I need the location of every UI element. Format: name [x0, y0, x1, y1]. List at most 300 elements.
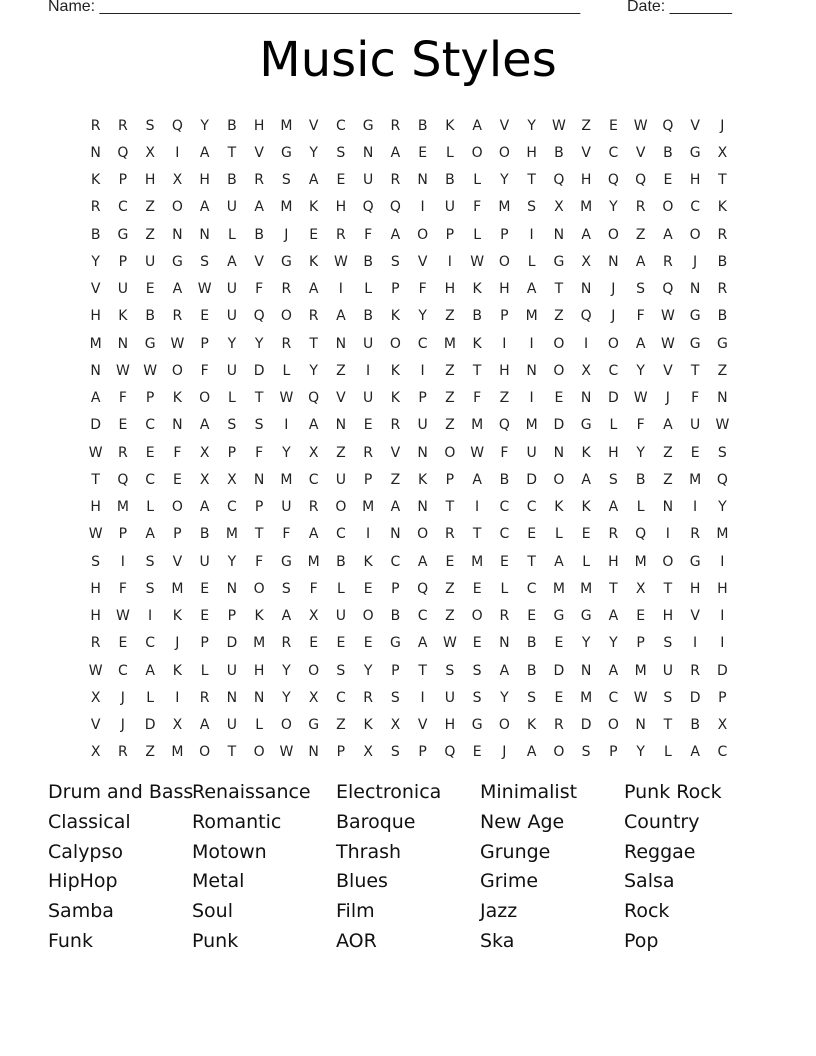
grid-cell[interactable]: C [690, 199, 701, 216]
grid-cell[interactable]: Z [145, 199, 155, 216]
grid-cell[interactable]: Q [635, 526, 647, 543]
grid-cell[interactable]: N [172, 417, 183, 434]
grid-cell[interactable]: E [663, 172, 673, 189]
grid-cell[interactable]: N [226, 689, 238, 706]
grid-cell[interactable]: N [608, 253, 619, 270]
grid-cell[interactable]: X [172, 172, 183, 189]
grid-cell[interactable]: P [254, 499, 264, 516]
grid-cell[interactable]: A [336, 308, 346, 325]
grid-cell[interactable]: Q [389, 199, 401, 216]
grid-cell[interactable]: M [171, 744, 184, 761]
grid-cell[interactable]: H [608, 444, 619, 461]
grid-cell[interactable]: D [253, 362, 265, 379]
grid-cell[interactable]: B [717, 308, 728, 325]
grid-cell[interactable]: X [554, 199, 564, 216]
grid-cell[interactable]: K [472, 281, 482, 298]
grid-cell[interactable]: Z [336, 717, 346, 734]
grid-cell[interactable]: B [445, 172, 455, 189]
grid-cell[interactable]: R [118, 117, 128, 134]
grid-cell[interactable]: C [499, 499, 510, 516]
grid-cell[interactable]: J [611, 308, 616, 325]
grid-cell[interactable]: I [502, 335, 507, 352]
grid-cell[interactable]: V [90, 281, 101, 298]
grid-cell[interactable]: H [90, 580, 101, 597]
grid-cell[interactable]: P [173, 526, 182, 543]
grid-cell[interactable]: U [444, 199, 455, 216]
grid-cell[interactable]: S [636, 281, 646, 298]
grid-cell[interactable]: C [608, 144, 619, 161]
grid-cell[interactable]: L [282, 362, 291, 379]
grid-cell[interactable]: P [227, 608, 237, 625]
grid-cell[interactable]: G [471, 717, 483, 734]
grid-cell[interactable]: A [390, 144, 401, 161]
grid-cell[interactable]: Y [309, 362, 318, 379]
grid-cell[interactable]: C [390, 553, 401, 570]
grid-cell[interactable]: A [199, 717, 210, 734]
grid-cell[interactable]: S [281, 580, 291, 597]
grid-cell[interactable]: A [145, 662, 155, 679]
grid-cell[interactable]: S [281, 172, 291, 189]
grid-cell[interactable]: Z [445, 362, 455, 379]
grid-cell[interactable]: L [473, 226, 482, 243]
grid-cell[interactable]: Y [282, 444, 291, 461]
grid-cell[interactable]: C [145, 471, 156, 488]
grid-cell[interactable]: H [90, 608, 101, 625]
grid-cell[interactable]: U [226, 662, 237, 679]
grid-cell[interactable]: R [308, 308, 319, 325]
grid-cell[interactable]: P [363, 471, 373, 488]
grid-cell[interactable]: G [580, 417, 592, 434]
grid-cell[interactable]: L [582, 553, 591, 570]
grid-cell[interactable]: T [554, 281, 564, 298]
grid-cell[interactable]: Z [554, 308, 564, 325]
grid-cell[interactable]: T [718, 172, 727, 189]
grid-cell[interactable]: R [90, 199, 101, 216]
grid-cell[interactable]: I [529, 390, 534, 407]
grid-cell[interactable]: A [308, 417, 319, 434]
grid-cell[interactable]: E [145, 281, 155, 298]
grid-cell[interactable]: G [553, 253, 565, 270]
grid-cell[interactable]: C [608, 689, 619, 706]
grid-cell[interactable]: K [445, 117, 455, 134]
grid-cell[interactable]: N [526, 362, 537, 379]
grid-cell[interactable]: Y [718, 499, 727, 516]
grid-cell[interactable]: L [473, 172, 482, 189]
grid-cell[interactable]: F [364, 226, 373, 243]
grid-cell[interactable]: A [254, 199, 264, 216]
grid-cell[interactable]: M [498, 199, 511, 216]
grid-cell[interactable]: S [527, 199, 537, 216]
grid-cell[interactable]: C [117, 199, 128, 216]
grid-cell[interactable]: E [363, 580, 373, 597]
grid-cell[interactable]: Z [145, 226, 155, 243]
grid-cell[interactable]: M [171, 580, 184, 597]
grid-cell[interactable]: A [472, 117, 482, 134]
grid-cell[interactable]: Y [636, 444, 645, 461]
grid-cell[interactable]: S [336, 144, 346, 161]
grid-cell[interactable]: Q [253, 308, 265, 325]
grid-cell[interactable]: P [336, 744, 346, 761]
grid-cell[interactable]: U [226, 308, 237, 325]
grid-cell[interactable]: V [663, 362, 673, 379]
grid-cell[interactable]: T [472, 362, 482, 379]
grid-cell[interactable]: U [226, 362, 237, 379]
grid-cell[interactable]: I [366, 362, 371, 379]
grid-cell[interactable]: R [390, 117, 401, 134]
grid-cell[interactable]: F [636, 308, 645, 325]
grid-cell[interactable]: K [363, 717, 373, 734]
grid-cell[interactable]: L [146, 689, 155, 706]
grid-cell[interactable]: A [199, 199, 210, 216]
grid-cell[interactable]: A [635, 335, 646, 352]
grid-cell[interactable]: S [336, 662, 346, 679]
grid-cell[interactable]: E [418, 144, 428, 161]
grid-cell[interactable]: Y [363, 662, 373, 679]
grid-cell[interactable]: C [117, 662, 128, 679]
grid-cell[interactable]: Z [717, 362, 728, 379]
grid-cell[interactable]: O [553, 362, 565, 379]
grid-cell[interactable]: F [473, 390, 482, 407]
grid-cell[interactable]: G [117, 226, 129, 243]
grid-cell[interactable]: I [420, 689, 425, 706]
grid-cell[interactable]: U [417, 417, 428, 434]
grid-cell[interactable]: O [253, 580, 265, 597]
grid-cell[interactable]: B [363, 253, 373, 270]
grid-cell[interactable]: Z [499, 390, 510, 407]
grid-cell[interactable]: E [309, 226, 319, 243]
grid-cell[interactable]: J [120, 717, 125, 734]
grid-cell[interactable]: A [608, 499, 619, 516]
grid-cell[interactable]: K [363, 553, 373, 570]
grid-cell[interactable]: M [443, 335, 456, 352]
grid-cell[interactable]: Q [662, 281, 674, 298]
grid-cell[interactable]: N [580, 281, 592, 298]
grid-cell[interactable]: V [690, 117, 700, 134]
grid-cell[interactable]: S [445, 662, 455, 679]
grid-cell[interactable]: M [89, 335, 102, 352]
grid-cell[interactable]: O [280, 308, 292, 325]
grid-cell[interactable]: A [663, 226, 673, 243]
grid-cell[interactable]: E [200, 608, 210, 625]
grid-cell[interactable]: K [172, 608, 182, 625]
grid-cell[interactable]: Z [663, 471, 673, 488]
grid-cell[interactable]: D [689, 689, 701, 706]
grid-cell[interactable]: E [336, 635, 346, 652]
grid-cell[interactable]: R [199, 689, 210, 706]
grid-cell[interactable]: M [689, 471, 702, 488]
grid-cell[interactable]: Z [445, 390, 455, 407]
grid-cell[interactable]: D [90, 417, 102, 434]
grid-cell[interactable]: G [716, 335, 728, 352]
grid-cell[interactable]: N [662, 499, 674, 516]
grid-cell[interactable]: I [529, 335, 534, 352]
grid-cell[interactable]: O [607, 226, 619, 243]
grid-cell[interactable]: G [308, 717, 320, 734]
grid-cell[interactable]: W [170, 335, 185, 352]
grid-cell[interactable]: M [525, 308, 538, 325]
grid-cell[interactable]: R [690, 662, 700, 679]
grid-cell[interactable]: P [391, 662, 400, 679]
grid-cell[interactable]: S [390, 253, 400, 270]
grid-cell[interactable]: N [335, 335, 347, 352]
grid-cell[interactable]: L [445, 144, 454, 161]
grid-cell[interactable]: M [552, 580, 565, 597]
grid-cell[interactable]: V [308, 117, 319, 134]
grid-cell[interactable]: U [117, 281, 128, 298]
grid-cell[interactable]: G [171, 253, 183, 270]
grid-cell[interactable]: R [390, 172, 401, 189]
grid-cell[interactable]: H [335, 199, 347, 216]
grid-cell[interactable]: N [553, 444, 565, 461]
grid-cell[interactable]: W [197, 281, 212, 298]
grid-cell[interactable]: A [608, 608, 619, 625]
grid-cell[interactable]: O [417, 226, 429, 243]
grid-cell[interactable]: U [662, 662, 673, 679]
grid-cell[interactable]: X [199, 444, 210, 461]
grid-cell[interactable]: K [390, 362, 400, 379]
grid-cell[interactable]: B [363, 308, 373, 325]
grid-cell[interactable]: C [526, 580, 537, 597]
grid-cell[interactable]: O [471, 608, 483, 625]
grid-cell[interactable]: E [472, 635, 482, 652]
grid-cell[interactable]: B [336, 553, 346, 570]
grid-cell[interactable]: O [199, 744, 211, 761]
grid-cell[interactable]: B [690, 717, 700, 734]
grid-cell[interactable]: O [362, 608, 374, 625]
grid-cell[interactable]: U [226, 199, 237, 216]
grid-cell[interactable]: X [227, 471, 237, 488]
grid-cell[interactable]: W [660, 335, 675, 352]
grid-cell[interactable]: S [145, 553, 155, 570]
grid-cell[interactable]: B [145, 308, 155, 325]
grid-cell[interactable]: A [417, 635, 428, 652]
grid-cell[interactable]: K [581, 499, 591, 516]
grid-cell[interactable]: H [526, 144, 537, 161]
grid-cell[interactable]: I [366, 526, 371, 543]
grid-cell[interactable]: Y [527, 117, 536, 134]
grid-cell[interactable]: F [691, 390, 700, 407]
grid-cell[interactable]: Z [390, 471, 401, 488]
grid-cell[interactable]: J [284, 226, 289, 243]
grid-cell[interactable]: X [145, 144, 155, 161]
grid-cell[interactable]: N [117, 335, 129, 352]
grid-cell[interactable]: E [690, 444, 700, 461]
grid-cell[interactable]: C [417, 335, 428, 352]
grid-cell[interactable]: R [118, 744, 128, 761]
grid-cell[interactable]: J [611, 281, 616, 298]
grid-cell[interactable]: Z [445, 608, 455, 625]
grid-cell[interactable]: E [445, 553, 455, 570]
grid-cell[interactable]: C [145, 417, 156, 434]
grid-cell[interactable]: X [635, 580, 646, 597]
grid-cell[interactable]: D [607, 390, 619, 407]
grid-cell[interactable]: N [635, 717, 646, 734]
grid-cell[interactable]: G [280, 553, 292, 570]
grid-cell[interactable]: X [308, 689, 319, 706]
grid-cell[interactable]: O [471, 144, 483, 161]
grid-cell[interactable]: P [145, 390, 155, 407]
grid-cell[interactable]: M [580, 199, 593, 216]
grid-cell[interactable]: M [471, 553, 484, 570]
grid-cell[interactable]: R [717, 281, 728, 298]
grid-cell[interactable]: R [281, 635, 292, 652]
grid-cell[interactable]: O [280, 717, 292, 734]
grid-cell[interactable]: G [580, 608, 592, 625]
grid-cell[interactable]: Y [418, 308, 427, 325]
grid-cell[interactable]: E [581, 526, 591, 543]
grid-cell[interactable]: E [527, 526, 537, 543]
grid-cell[interactable]: I [720, 608, 725, 625]
grid-cell[interactable]: P [227, 444, 237, 461]
grid-cell[interactable]: C [608, 362, 619, 379]
grid-cell[interactable]: L [227, 226, 236, 243]
grid-cell[interactable]: U [363, 390, 374, 407]
grid-cell[interactable]: U [335, 608, 346, 625]
grid-cell[interactable]: Z [581, 117, 591, 134]
grid-cell[interactable]: N [580, 390, 592, 407]
grid-cell[interactable]: P [500, 226, 509, 243]
grid-cell[interactable]: C [145, 635, 156, 652]
grid-cell[interactable]: F [255, 281, 264, 298]
grid-cell[interactable]: W [470, 253, 485, 270]
grid-cell[interactable]: H [580, 172, 592, 189]
grid-cell[interactable]: W [143, 362, 158, 379]
grid-cell[interactable]: P [445, 226, 455, 243]
grid-cell[interactable]: D [144, 717, 156, 734]
grid-cell[interactable]: E [608, 117, 618, 134]
grid-cell[interactable]: P [418, 744, 427, 761]
grid-cell[interactable]: W [115, 362, 130, 379]
grid-cell[interactable]: T [227, 144, 237, 161]
grid-cell[interactable]: Q [498, 417, 510, 434]
grid-cell[interactable]: L [255, 717, 264, 734]
grid-cell[interactable]: F [636, 417, 645, 434]
grid-cell[interactable]: Y [500, 172, 509, 189]
grid-cell[interactable]: R [336, 226, 346, 243]
grid-cell[interactable]: S [145, 580, 155, 597]
grid-cell[interactable]: K [172, 390, 182, 407]
grid-cell[interactable]: O [607, 717, 619, 734]
grid-cell[interactable]: M [253, 635, 266, 652]
grid-cell[interactable]: K [581, 444, 591, 461]
grid-cell[interactable]: U [690, 417, 701, 434]
grid-cell[interactable]: Y [581, 635, 591, 652]
grid-cell[interactable]: E [554, 635, 564, 652]
grid-cell[interactable]: B [227, 172, 237, 189]
grid-cell[interactable]: D [526, 471, 538, 488]
grid-cell[interactable]: E [200, 580, 210, 597]
grid-cell[interactable]: L [146, 499, 155, 516]
grid-cell[interactable]: P [500, 308, 509, 325]
grid-cell[interactable]: F [500, 444, 509, 461]
grid-cell[interactable]: C [526, 499, 537, 516]
grid-cell[interactable]: O [553, 744, 565, 761]
grid-cell[interactable]: G [362, 117, 374, 134]
grid-cell[interactable]: N [390, 526, 401, 543]
grid-cell[interactable]: K [309, 199, 319, 216]
grid-cell[interactable]: W [551, 117, 566, 134]
grid-cell[interactable]: H [199, 172, 210, 189]
grid-cell[interactable]: I [338, 281, 343, 298]
grid-cell[interactable]: K [91, 172, 101, 189]
grid-cell[interactable]: W [633, 689, 648, 706]
grid-cell[interactable]: T [254, 526, 264, 543]
grid-cell[interactable]: N [717, 390, 728, 407]
grid-cell[interactable]: Z [663, 444, 673, 461]
grid-cell[interactable]: F [255, 553, 264, 570]
grid-cell[interactable]: T [663, 717, 673, 734]
grid-cell[interactable]: Z [445, 308, 455, 325]
grid-cell[interactable]: K [527, 717, 537, 734]
grid-cell[interactable]: N [308, 744, 319, 761]
grid-cell[interactable]: J [720, 117, 725, 134]
grid-cell[interactable]: R [90, 117, 101, 134]
grid-cell[interactable]: G [689, 308, 701, 325]
grid-cell[interactable]: W [279, 744, 294, 761]
grid-cell[interactable]: E [336, 172, 346, 189]
grid-cell[interactable]: C [335, 526, 346, 543]
grid-cell[interactable]: Q [362, 199, 374, 216]
grid-cell[interactable]: N [417, 172, 428, 189]
grid-cell[interactable]: O [389, 335, 401, 352]
grid-cell[interactable]: W [715, 417, 730, 434]
grid-cell[interactable]: A [390, 499, 401, 516]
grid-cell[interactable]: P [418, 390, 427, 407]
grid-cell[interactable]: H [90, 308, 101, 325]
grid-cell[interactable]: O [171, 499, 183, 516]
grid-cell[interactable]: T [227, 744, 237, 761]
grid-cell[interactable]: O [253, 744, 265, 761]
grid-cell[interactable]: H [689, 580, 701, 597]
grid-cell[interactable]: Y [200, 117, 209, 134]
grid-cell[interactable]: I [475, 499, 480, 516]
grid-cell[interactable]: R [254, 172, 264, 189]
grid-cell[interactable]: E [554, 390, 564, 407]
grid-cell[interactable]: X [581, 253, 591, 270]
grid-cell[interactable]: V [417, 717, 428, 734]
grid-cell[interactable]: F [200, 362, 209, 379]
grid-cell[interactable]: E [527, 608, 537, 625]
grid-cell[interactable]: S [608, 471, 618, 488]
grid-cell[interactable]: M [116, 499, 129, 516]
grid-cell[interactable]: H [253, 117, 265, 134]
grid-cell[interactable]: K [390, 390, 400, 407]
grid-cell[interactable]: L [227, 390, 236, 407]
grid-cell[interactable]: Y [254, 335, 264, 352]
grid-cell[interactable]: T [418, 662, 427, 679]
grid-cell[interactable]: H [253, 662, 265, 679]
grid-cell[interactable]: D [580, 717, 592, 734]
grid-cell[interactable]: M [280, 117, 293, 134]
grid-cell[interactable]: F [118, 580, 127, 597]
grid-cell[interactable]: T [690, 362, 700, 379]
grid-cell[interactable]: S [390, 744, 400, 761]
grid-cell[interactable]: A [635, 253, 646, 270]
grid-cell[interactable]: G [280, 253, 292, 270]
grid-cell[interactable]: V [390, 444, 401, 461]
grid-cell[interactable]: A [199, 417, 210, 434]
grid-cell[interactable]: A [526, 744, 537, 761]
grid-cell[interactable]: S [254, 417, 264, 434]
grid-cell[interactable]: F [473, 199, 482, 216]
grid-cell[interactable]: R [90, 635, 101, 652]
grid-cell[interactable]: Y [282, 689, 291, 706]
grid-cell[interactable]: N [199, 226, 210, 243]
grid-cell[interactable]: O [498, 717, 510, 734]
grid-cell[interactable]: U [281, 499, 292, 516]
grid-cell[interactable]: P [118, 253, 128, 270]
grid-cell[interactable]: M [580, 689, 593, 706]
